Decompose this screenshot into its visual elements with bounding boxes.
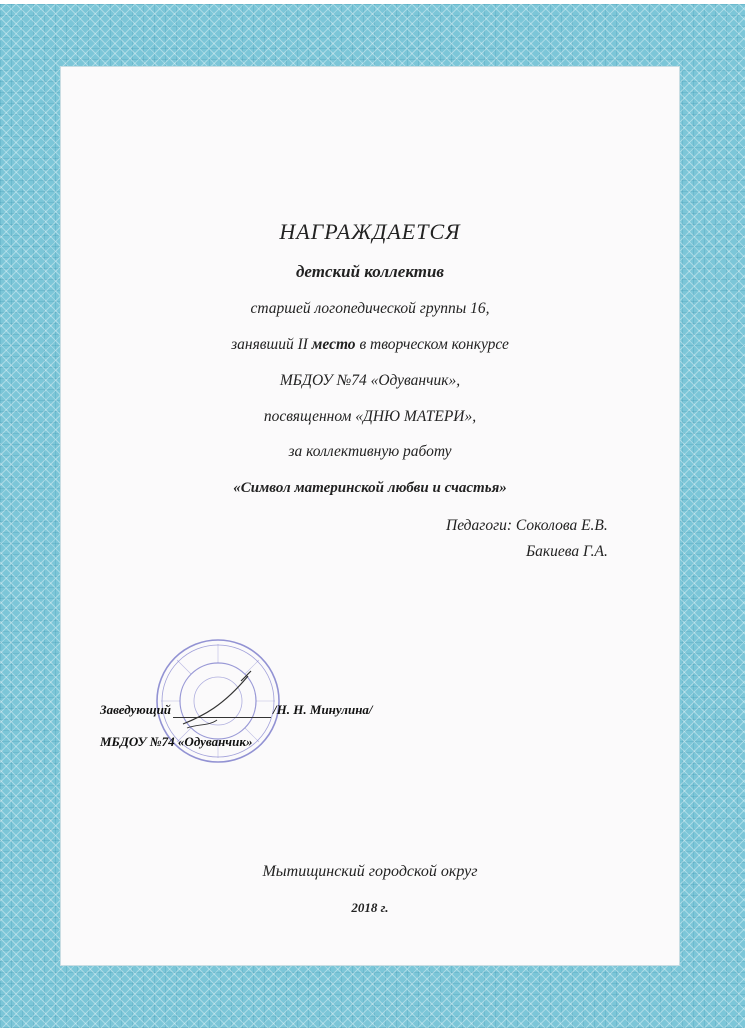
occasion-line: посвященном «ДНЮ МАТЕРИ», — [263, 408, 477, 425]
group-line: старшей логопедической группы 16, — [250, 300, 490, 317]
signature-underline — [173, 716, 271, 718]
head-label: Заведующий — [100, 702, 172, 717]
institution-line: МБДОУ №74 «Одуванчик», — [279, 372, 461, 389]
recipient: детский коллектив — [295, 262, 444, 281]
work-title: «Символ материнской любви и счастья» — [233, 480, 507, 496]
place-line — [60, 336, 680, 354]
place-word: место — [311, 336, 356, 353]
year: 2018 г. — [351, 900, 389, 915]
work-intro-line: за коллективную работу — [288, 443, 452, 460]
certificate-sheet — [60, 66, 680, 966]
teacher-second: Бакиева Г.А. — [526, 543, 608, 560]
head-signature-line — [100, 702, 373, 718]
head-name: /Н. Н. Минулина/ — [273, 702, 373, 717]
place-line-pre: занявший — [231, 336, 298, 353]
place-line-post: в творческом конкурсе — [355, 336, 509, 353]
certificate-title: НАГРАЖДАЕТСЯ — [279, 219, 461, 244]
place-value: II — [297, 336, 308, 353]
teachers-label: Педагоги: Соколова Е.В. — [446, 517, 608, 534]
district: Мытищинский городской округ — [262, 863, 478, 880]
organization-name: МБДОУ №74 «Одуванчик» — [100, 734, 253, 749]
